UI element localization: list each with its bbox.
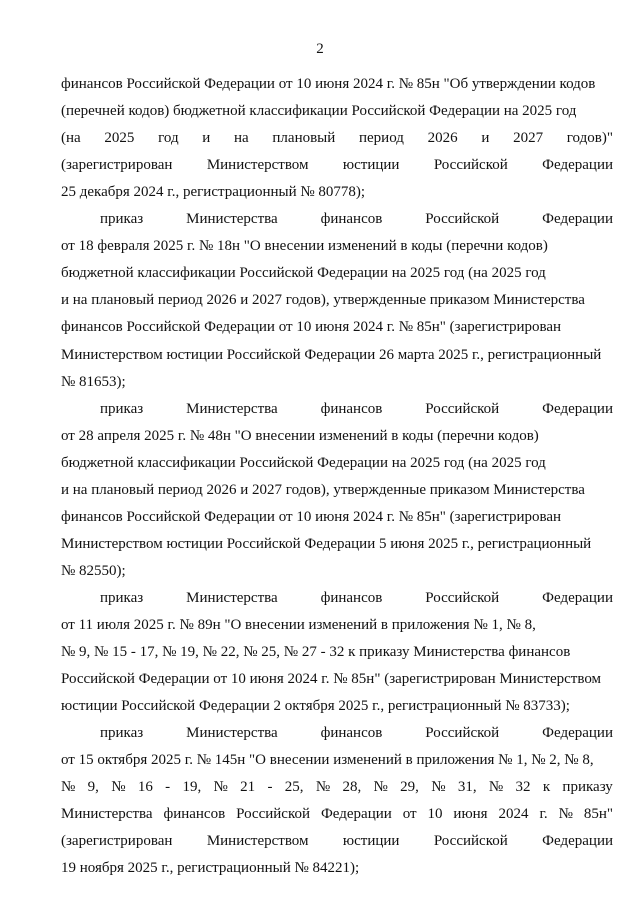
text-line: Министерства финансов Российской Федерации от 10 июня 2024 г. № 85н" [61,806,613,822]
text-line: от 28 апреля 2025 г. № 48н "О внесении изменений в коды (перечни кодов) [61,428,539,444]
text-line: от 15 октября 2025 г. № 145н "О внесении изменений в приложения № 1, № 2, № 8, [61,752,594,768]
text-line: бюджетной классификации Российской Федерации на 2025 год (на 2025 год [61,455,546,471]
text-line: (зарегистрирован Министерством юстиции Российской Федерации [61,833,613,849]
text-line: 19 ноября 2025 г., регистрационный № 84221); [61,860,360,876]
text-line: № 82550); [61,563,126,579]
text-line: (перечней кодов) бюджетной классификации Российской Федерации на 2025 год [61,103,577,119]
text-line: от 11 июля 2025 г. № 89н "О внесении изменений в приложения № 1, № 8, [61,617,536,633]
text-line: № 81653); [61,374,126,390]
text-line: от 18 февраля 2025 г. № 18н "О внесении изменений в коды (перечни кодов) [61,238,548,254]
text-line: приказ Министерства финансов Российской Федерации [100,401,613,417]
text-line: бюджетной классификации Российской Федерации на 2025 год (на 2025 год [61,265,546,281]
text-line: (зарегистрирован Министерством юстиции Российской Федерации [61,157,613,173]
text-line: юстиции Российской Федерации 2 октября 2025 г., регистрационный № 83733); [61,698,570,714]
text-line: (на 2025 год и на плановый период 2026 и 2027 годов)" [61,130,613,146]
text-line: № 9, № 16 - 19, № 21 - 25, № 28, № 29, № 31, № 32 к приказу [61,779,613,795]
text-line: Министерством юстиции Российской Федерации 26 марта 2025 г., регистрационный [61,347,602,363]
page-number: 2 [316,41,324,57]
text-line: и на плановый период 2026 и 2027 годов), утвержденные приказом Министерства [61,292,585,308]
text-line: Министерством юстиции Российской Федерации 5 июня 2025 г., регистрационный [61,536,592,552]
text-line: финансов Российской Федерации от 10 июня 2024 г. № 85н" (зарегистрирован [61,509,562,525]
text-line: приказ Министерства финансов Российской Федерации [100,725,613,741]
text-line: Российской Федерации от 10 июня 2024 г. № 85н" (зарегистрирован Министерством [61,671,602,687]
text-line: приказ Министерства финансов Российской Федерации [100,211,613,227]
text-line: 25 декабря 2024 г., регистрационный № 80778); [61,184,366,200]
text-line: приказ Министерства финансов Российской Федерации [100,590,613,606]
text-line: № 9, № 15 - 17, № 19, № 22, № 25, № 27 - 32 к приказу Министерства финансов [61,644,571,660]
text-line: и на плановый период 2026 и 2027 годов), утвержденные приказом Министерства [61,482,585,498]
text-line: финансов Российской Федерации от 10 июня 2024 г. № 85н" (зарегистрирован [61,319,562,335]
text-line: финансов Российской Федерации от 10 июня 2024 г. № 85н "Об утверждении кодов [61,76,596,92]
